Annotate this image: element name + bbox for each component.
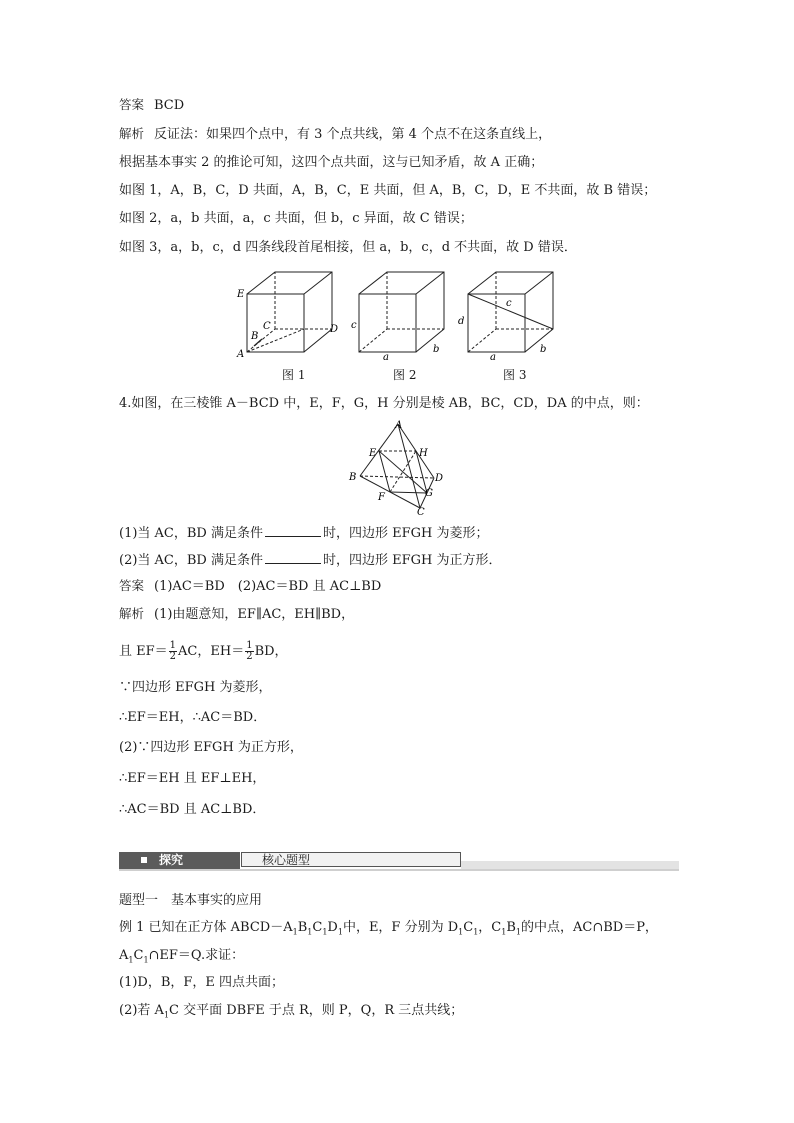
fig1-label-A: A (237, 349, 245, 360)
type1-title: 题型一 基本事实的应用 (119, 893, 263, 908)
question-4-part-1 (119, 524, 489, 542)
answer-line-1 (119, 97, 184, 114)
q4-part1-blank[interactable] (265, 524, 321, 537)
section-rule (461, 861, 679, 869)
fig2-label-c: c (351, 320, 357, 331)
analysis4-line-2 (119, 640, 288, 664)
q4-part2-blank[interactable] (265, 551, 321, 564)
figure-tetrahedron (340, 418, 455, 516)
analysis4-text-2c: BD， (254, 644, 288, 659)
figure-3-caption: 图 3 (503, 368, 527, 382)
analysis-line-5: 如图 3，a，b，c，d 四条线段首尾相接，但 a，b，c，d 不共面，故 D 错误． (119, 240, 577, 255)
analysis4-line-4: ∴EF＝EH，∴AC＝BD． (119, 710, 267, 725)
tetra-label-F: F (378, 492, 385, 503)
tetra-label-B: B (349, 472, 357, 483)
analysis4-line-7: ∴AC＝BD 且 AC⊥BD． (119, 802, 266, 817)
answer-tag: 答案 (119, 97, 145, 112)
answer4-text: (1)AC＝BD (2)AC＝BD 且 AC⊥BD (154, 579, 382, 594)
analysis4-line-6: ∴EF＝EH 且 EF⊥EH， (119, 771, 266, 786)
square-bullet-icon (141, 857, 147, 863)
analysis4-text-1: (1)由题意知，EF∥AC，EH∥BD， (154, 607, 355, 622)
question-4-stem: 4.如图，在三棱锥 A－BCD 中，E，F，G，H 分别是棱 AB，BC，CD，DA 的中点，则： (119, 396, 649, 411)
analysis-text: 反证法：如果四个点中，有 3 个点共线，第 4 个点不在这条直线上， (154, 127, 552, 142)
analysis-line-4: 如图 2，a，b 共面，a，c 共面，但 b，c 异面，故 C 错误； (119, 211, 473, 226)
analysis4-text-2a: 且 EF＝ (119, 644, 168, 659)
fraction-one-half-2: $\frac{1}{2}$ (246, 640, 253, 662)
fig1-label-C: C (263, 321, 271, 332)
fig3-label-c: c (506, 298, 512, 309)
analysis4-text-2b: AC，EH＝ (178, 644, 245, 659)
analysis-line-1 (119, 126, 551, 143)
q4-part2-suffix: 时，四边形 EFGH 为正方形． (323, 553, 502, 568)
fraction-one-half-1: $\frac{1}{2}$ (169, 640, 177, 662)
analysis4-line-1 (119, 606, 354, 623)
section-underline (119, 869, 679, 871)
fig3-label-d: d (458, 316, 465, 327)
fig1-label-B: B (251, 331, 259, 342)
q4-part1-suffix: 时，四边形 EFGH 为菱形； (323, 526, 489, 541)
fig2-label-b: b (433, 344, 440, 355)
tetra-label-E: E (369, 448, 377, 459)
example1-line-1: 例 1 已知在正方体 $ABCD-A_1B_1C_1D_1$中，E，F 分别为 $D_1C_1$，$C_1B_1$的中点，AC∩BD＝P， (119, 920, 658, 937)
question-4-part-2 (119, 551, 502, 569)
analysis4-line-3: ∵四边形 EFGH 为菱形， (119, 680, 272, 695)
tetra-label-G: G (425, 488, 433, 499)
fig1-label-D: D (330, 324, 339, 335)
fig3-label-a: a (490, 352, 496, 361)
example1-part-1: (1)D，B，F，E 四点共面； (119, 975, 285, 990)
analysis-tag: 解析 (119, 126, 145, 141)
q4-part1-prefix: (1)当 AC，BD 满足条件 (119, 526, 263, 541)
analysis4-line-5: (2)∵四边形 EFGH 为正方形， (119, 740, 303, 755)
section-header-bar (119, 852, 679, 870)
figure-3-cube (454, 266, 559, 361)
fig1-label-E: E (237, 289, 245, 300)
answer-line-4 (119, 578, 381, 595)
figure-1-cube (232, 266, 347, 361)
tetra-label-A: A (395, 420, 403, 431)
figure-1-caption: 图 1 (282, 368, 306, 382)
tetra-label-D: D (435, 473, 444, 484)
example1-line-2: $A_1C_1\cap EF=Q$.求证： (119, 948, 245, 965)
figure-2-cube (345, 266, 450, 361)
answer4-tag: 答案 (119, 578, 145, 593)
fig2-label-a: a (383, 352, 389, 361)
tetra-label-C: C (417, 507, 425, 516)
answer-text: BCD (154, 98, 185, 113)
fig3-label-b: b (540, 344, 547, 355)
figure-2-caption: 图 2 (393, 368, 417, 382)
tetra-label-H: H (419, 448, 428, 459)
analysis-line-3: 如图 1，A，B，C，D 共面，A，B，C，E 共面，但 A，B，C，D，E 不共面，故 B 错误； (119, 183, 657, 198)
q4-part2-prefix: (2)当 AC，BD 满足条件 (119, 553, 263, 568)
analysis4-tag: 解析 (119, 606, 145, 621)
analysis-line-2: 根据基本事实 2 的推论可知，这四个点共面，这与已知矛盾，故 A 正确； (119, 155, 544, 170)
section-light-label: 核心题型 (241, 852, 461, 867)
example1-part-2: (2)若 $A_1C$ 交平面 DBFE 于点 R，则 P，Q，R 三点共线； (119, 1003, 464, 1020)
section-dark-label: 探究 (119, 852, 240, 869)
